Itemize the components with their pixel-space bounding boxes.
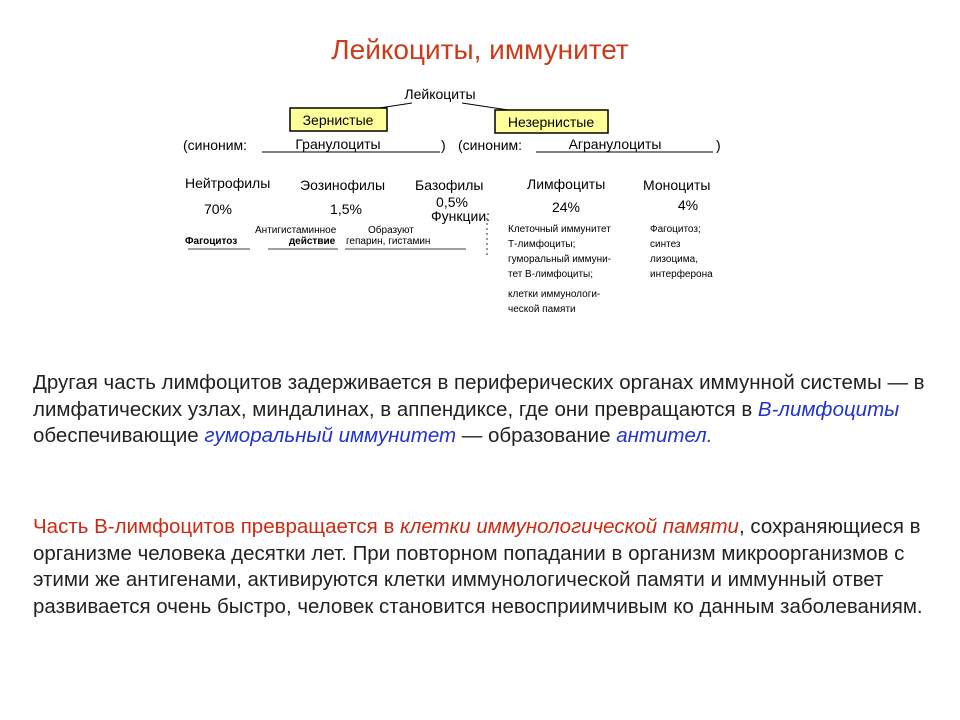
b-lymphocytes-term: В-лимфоциты [757,397,900,421]
memory-cells-term: клетки иммунологической памяти [400,515,739,538]
lymphocytes-percent: 24% [551,199,581,215]
eosinophils-percent: 1,5% [330,201,362,217]
synonym-close-left: ) [441,137,446,153]
paragraph2-text: , сохраняющиеся в организме человека десятки лет. При повторном попадании в организм микроорганизмов с этими же антигенами, активируются клетки иммунологической памяти и иммунный ответ развивается очень быстро, человек становится невосприимчивым ко данным заболеваниям. [33,515,923,618]
monocytes-label: Моноциты [643,177,711,193]
eosinophils-function-line2: действие [288,236,336,247]
lymphocytes-function-line: ческой памяти [508,304,576,315]
monocytes-function-line: интерферона [650,269,713,280]
root-label: Лейкоциты [404,86,476,102]
basophils-label: Базофилы [415,177,484,193]
monocytes-function-line: Фагоцитоз; [650,224,701,235]
lymphocytes-label: Лимфоциты [527,176,606,192]
paragraph-memory-cells [33,514,933,620]
agranular-label: Незернистые [507,114,595,130]
monocytes-percent: 4% [677,197,699,213]
lymphocytes-function-line: гуморальный иммуни- [508,254,612,265]
paragraph-b-lymphocytes [33,370,933,450]
monocytes-function-line: синтез [650,239,681,250]
humoral-immunity-term: гуморальный иммунитет [204,424,457,447]
synonym-open-left: (синоним: [183,137,248,153]
basophils-percent: 0,5% [436,194,468,210]
eosinophils-function-line1: Антигистаминное [255,225,337,236]
neutrophils-function: Фагоцитоз [185,236,238,247]
granulocytes-label: Гранулоциты [295,136,381,152]
paragraph1-text: — образование [456,424,617,447]
paragraph1-text: Другая часть лимфоцитов задерживается в периферических органах иммунной системы — в лимфатических узлах, миндалинах, в аппендиксе, где они превращаются в [33,371,925,421]
lymphocytes-function-line: Клеточный иммунитет [508,224,611,235]
neutrophils-percent: 70% [203,201,233,217]
lymphocytes-function-block [508,224,611,315]
paragraph2-lead: Часть В-лимфоцитов превращается в [33,515,401,538]
leukocyte-classification-diagram [0,0,960,330]
synonym-open-right: (синоним: [458,137,523,153]
monocytes-function-line: лизоцима, [650,254,698,265]
slide-title: Лейкоциты, иммунитет [331,34,629,65]
monocytes-function-block [650,224,713,280]
eosinophils-label: Эозинофилы [300,177,386,193]
agranulocytes-label: Агранулоциты [568,136,662,152]
functions-label: Функции: [431,208,491,224]
neutrophils-label: Нейтрофилы [185,175,271,191]
paragraph1-text: обеспечивающие [33,424,205,447]
granular-label: Зернистые [302,112,374,128]
antibodies-term: антител. [616,424,713,447]
synonym-close-right: ) [716,137,721,153]
lymphocytes-function-line: Т-лимфоциты; [508,239,576,250]
lymphocytes-function-line: клетки иммунологи- [508,289,601,300]
basophils-function-line1: Образуют [368,225,414,236]
lymphocytes-function-line: тет В-лимфоциты; [508,269,593,280]
basophils-function-line2: гепарин, гистамин [346,236,431,247]
